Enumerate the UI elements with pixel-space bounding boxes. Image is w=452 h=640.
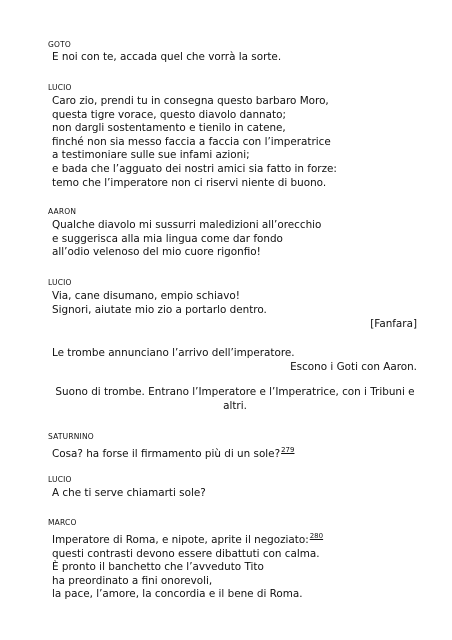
verse-line: temo che l’imperatore non ci riservi niente di buono. bbox=[52, 176, 327, 189]
speech-text bbox=[52, 95, 337, 190]
stage-direction-trombe: Le trombe annunciano l’arrivo dell’imperatore. bbox=[52, 347, 295, 359]
footnote-ref[interactable]: 280 bbox=[309, 532, 324, 540]
verse-line: A che ti serve chiamarti sole? bbox=[52, 487, 206, 499]
speech-text bbox=[52, 530, 323, 602]
speaker-name: MARCO bbox=[48, 518, 77, 527]
verse-line-text: Cosa? ha forse il firmamento più di un sole? bbox=[52, 448, 281, 460]
verse-line: e suggerisca alla mia lingua come dar fondo bbox=[52, 232, 283, 245]
verse-line bbox=[52, 444, 294, 462]
verse-line: finché non sia messo faccia a faccia con l’imperatrice bbox=[52, 135, 331, 148]
verse-line: Qualche diavolo mi sussurri maledizioni all’orecchio bbox=[52, 219, 322, 231]
verse-line: questi contrasti devono essere dibattuti con calma. bbox=[52, 547, 320, 560]
verse-line: la pace, l’amore, la concordia e il bene di Roma. bbox=[52, 588, 303, 601]
footnote-ref[interactable]: 279 bbox=[281, 446, 295, 454]
verse-line: Signori, aiutate mio zio a portarlo dentro. bbox=[52, 303, 267, 316]
verse-line: È pronto il banchetto che l’avveduto Tito bbox=[52, 561, 264, 574]
speaker-name: LUCIO bbox=[48, 475, 72, 484]
verse-line-text: Imperatore di Roma, e nipote, aprite il negoziato: bbox=[52, 534, 309, 546]
verse-line: E noi con te, accada quel che vorrà la sorte. bbox=[52, 51, 282, 63]
stage-direction-fanfara: [Fanfara] bbox=[370, 318, 417, 330]
verse-line: Caro zio, prendi tu in consegna questo barbaro Moro, bbox=[52, 95, 329, 107]
speech-text bbox=[52, 290, 267, 317]
speech-text bbox=[52, 51, 281, 65]
verse-line: questa tigre vorace, questo diavolo dannato; bbox=[52, 108, 286, 121]
verse-line: e bada che l’agguato dei nostri amici sia fatto in forze: bbox=[52, 162, 337, 175]
speaker-name: AARON bbox=[48, 207, 77, 216]
speaker-name: SATURNINO bbox=[48, 432, 94, 441]
speech-text bbox=[52, 487, 206, 501]
verse-line: all’odio velenoso del mio cuore rigonfio! bbox=[52, 246, 261, 259]
verse-line: Via, cane disumano, empio schiavo! bbox=[52, 290, 240, 302]
speech-text bbox=[52, 444, 294, 462]
verse-line: non dargli sostentamento e tienilo in catene, bbox=[52, 122, 286, 135]
speech-text bbox=[52, 219, 321, 260]
stage-direction-enter: Suono di trombe. Entrano l’Imperatore e l’Imperatrice, con i Tribuni e altri. bbox=[55, 386, 415, 412]
speaker-name: LUCIO bbox=[48, 278, 72, 287]
stage-direction-exit: Escono i Goti con Aaron. bbox=[290, 361, 417, 373]
speaker-name: GOTO bbox=[48, 40, 71, 49]
verse-line: ha preordinato a fini onorevoli, bbox=[52, 574, 213, 587]
verse-line bbox=[52, 530, 323, 548]
verse-line: a testimoniare sulle sue infami azioni; bbox=[52, 149, 250, 162]
speaker-name: LUCIO bbox=[48, 83, 72, 92]
